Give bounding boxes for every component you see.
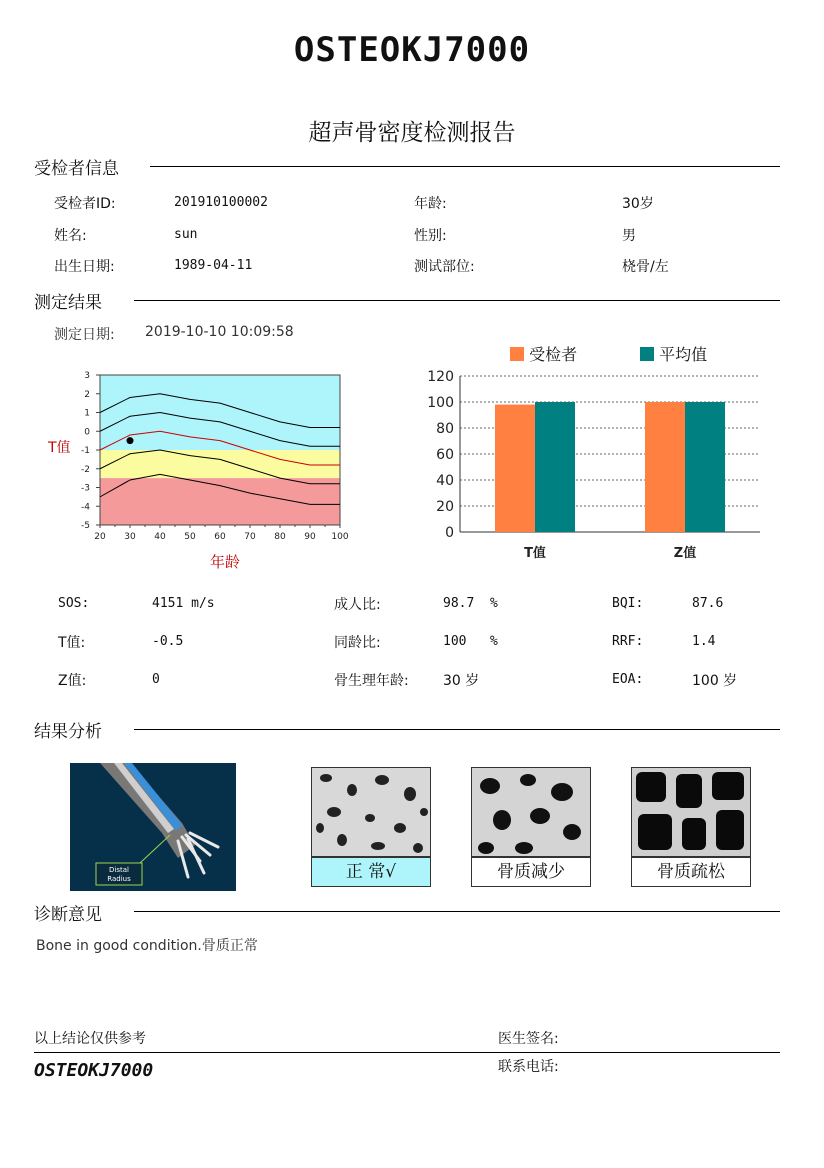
comparison-bar-chart — [410, 366, 770, 566]
arm-label-line1: Distal — [109, 866, 129, 874]
x-axis-title: 年龄 — [210, 553, 241, 571]
y-tick-label: 80 — [436, 421, 454, 437]
adult-ratio-value: 98.7 % — [443, 596, 498, 611]
age-ratio-value: 100 % — [443, 634, 498, 649]
y-tick-label: 40 — [436, 473, 454, 489]
bar-平均值-Z值 — [685, 402, 725, 532]
age-label: 年龄: — [414, 196, 447, 212]
dob-value: 1989-04-11 — [174, 258, 253, 273]
y-axis-title: T值 — [48, 440, 71, 456]
z-score-label: Z值: — [58, 673, 87, 689]
bone-reduced-image — [471, 767, 591, 857]
band-normal — [100, 375, 340, 450]
section-divider — [134, 300, 780, 301]
report-brand-title: OSTEOKJ7000 — [293, 30, 531, 70]
x-tick-label: 50 — [184, 532, 196, 542]
site-label: 测试部位: — [414, 259, 475, 275]
y-tick-label: -2 — [81, 464, 90, 475]
adult-ratio-label: 成人比: — [334, 597, 381, 613]
legend-average-swatch — [640, 347, 654, 361]
bar-平均值-T值 — [535, 402, 575, 532]
bqi-label: BQI: — [612, 596, 644, 611]
bone-normal-image — [311, 767, 431, 857]
bar-受检者-T值 — [495, 405, 535, 532]
y-tick-label: -1 — [81, 446, 90, 456]
x-tick-label: 80 — [274, 532, 286, 542]
caption-normal: 正 常√ — [311, 857, 431, 887]
bone-age-value: 30 岁 — [443, 673, 480, 689]
measure-date-label: 测定日期: — [54, 327, 115, 343]
dob-label: 出生日期: — [54, 259, 115, 275]
footer-divider — [34, 1052, 780, 1053]
footer-disclaimer: 以上结论仅供参考 — [34, 1031, 146, 1047]
subject-point — [127, 437, 134, 444]
bone-age-label: 骨生理年龄: — [334, 673, 409, 689]
site-value: 桡骨/左 — [622, 259, 669, 275]
eoa-label: EOA: — [612, 672, 644, 687]
x-tick-label: 40 — [154, 532, 166, 542]
x-tick-label: 20 — [94, 532, 106, 542]
y-tick-label: 3 — [84, 371, 90, 381]
legend-subject-swatch — [510, 347, 524, 361]
legend-subject-label: 受检者 — [529, 345, 578, 364]
arm-label-line2: Radius — [107, 875, 131, 883]
x-tick-label: 100 — [331, 532, 349, 542]
legend-average — [640, 342, 707, 365]
section-divider — [134, 729, 780, 730]
y-tick-label: -5 — [81, 521, 90, 531]
y-tick-label: 20 — [436, 499, 454, 515]
section-diagnosis-title: 诊断意见 — [34, 905, 102, 925]
legend-average-label: 平均值 — [659, 345, 708, 364]
t-score-value: -0.5 — [152, 634, 184, 649]
footer-brand: OSTEOKJ7000 — [34, 1060, 154, 1081]
y-tick-label: -3 — [81, 483, 90, 494]
x-category-label: Z值 — [673, 546, 697, 561]
y-tick-label: 60 — [436, 447, 454, 463]
z-score-value: 0 — [152, 672, 160, 687]
y-tick-label: 120 — [427, 369, 454, 385]
x-tick-label: 30 — [124, 532, 136, 542]
radius-illustration — [70, 763, 236, 891]
x-tick-label: 70 — [244, 532, 256, 542]
bqi-value: 87.6 — [692, 596, 724, 611]
section-analysis-title: 结果分析 — [34, 722, 102, 742]
section-divider — [150, 166, 780, 167]
section-results-title: 测定结果 — [34, 293, 102, 313]
y-tick-label: -4 — [81, 502, 90, 513]
patient-id-value: 201910100002 — [174, 195, 268, 210]
y-tick-label: 1 — [84, 408, 90, 419]
y-tick-label: 100 — [427, 395, 454, 411]
patient-id-label: 受检者ID: — [54, 196, 116, 212]
age-value: 30岁 — [622, 196, 654, 212]
report-title: 超声骨密度检测报告 — [308, 120, 516, 146]
sos-label: SOS: — [58, 596, 90, 611]
age-ratio-label: 同龄比: — [334, 635, 381, 651]
name-label: 姓名: — [54, 228, 87, 244]
caption-reduced: 骨质减少 — [471, 857, 591, 887]
rrf-label: RRF: — [612, 634, 644, 649]
diagnosis-text: Bone in good condition.骨质正常 — [36, 938, 258, 954]
x-tick-label: 90 — [304, 532, 316, 542]
section-patient-title: 受检者信息 — [34, 159, 119, 179]
x-tick-label: 60 — [214, 532, 226, 542]
y-tick-label: 2 — [84, 389, 90, 400]
sos-value: 4151 m/s — [152, 596, 215, 611]
sex-value: 男 — [622, 228, 636, 244]
tscore-age-chart — [40, 365, 370, 577]
y-tick-label: 0 — [445, 525, 454, 541]
eoa-value: 100 岁 — [692, 673, 738, 689]
doctor-signature-label: 医生签名: — [498, 1031, 559, 1047]
arm-bones-drawing — [70, 763, 236, 891]
t-score-label: T值: — [58, 635, 86, 651]
y-tick-label: 0 — [84, 427, 90, 438]
caption-osteoporosis: 骨质疏松 — [631, 857, 751, 887]
bone-osteoporosis-image — [631, 767, 751, 857]
x-category-label: T值 — [524, 546, 546, 561]
sex-label: 性别: — [414, 228, 447, 244]
name-value: sun — [174, 227, 198, 242]
section-divider — [134, 911, 780, 912]
rrf-value: 1.4 — [692, 634, 716, 649]
bar-受检者-Z值 — [645, 402, 685, 532]
legend-subject — [510, 342, 577, 365]
phone-label: 联系电话: — [498, 1059, 559, 1075]
measure-date-value: 2019-10-10 10:09:58 — [145, 324, 294, 340]
